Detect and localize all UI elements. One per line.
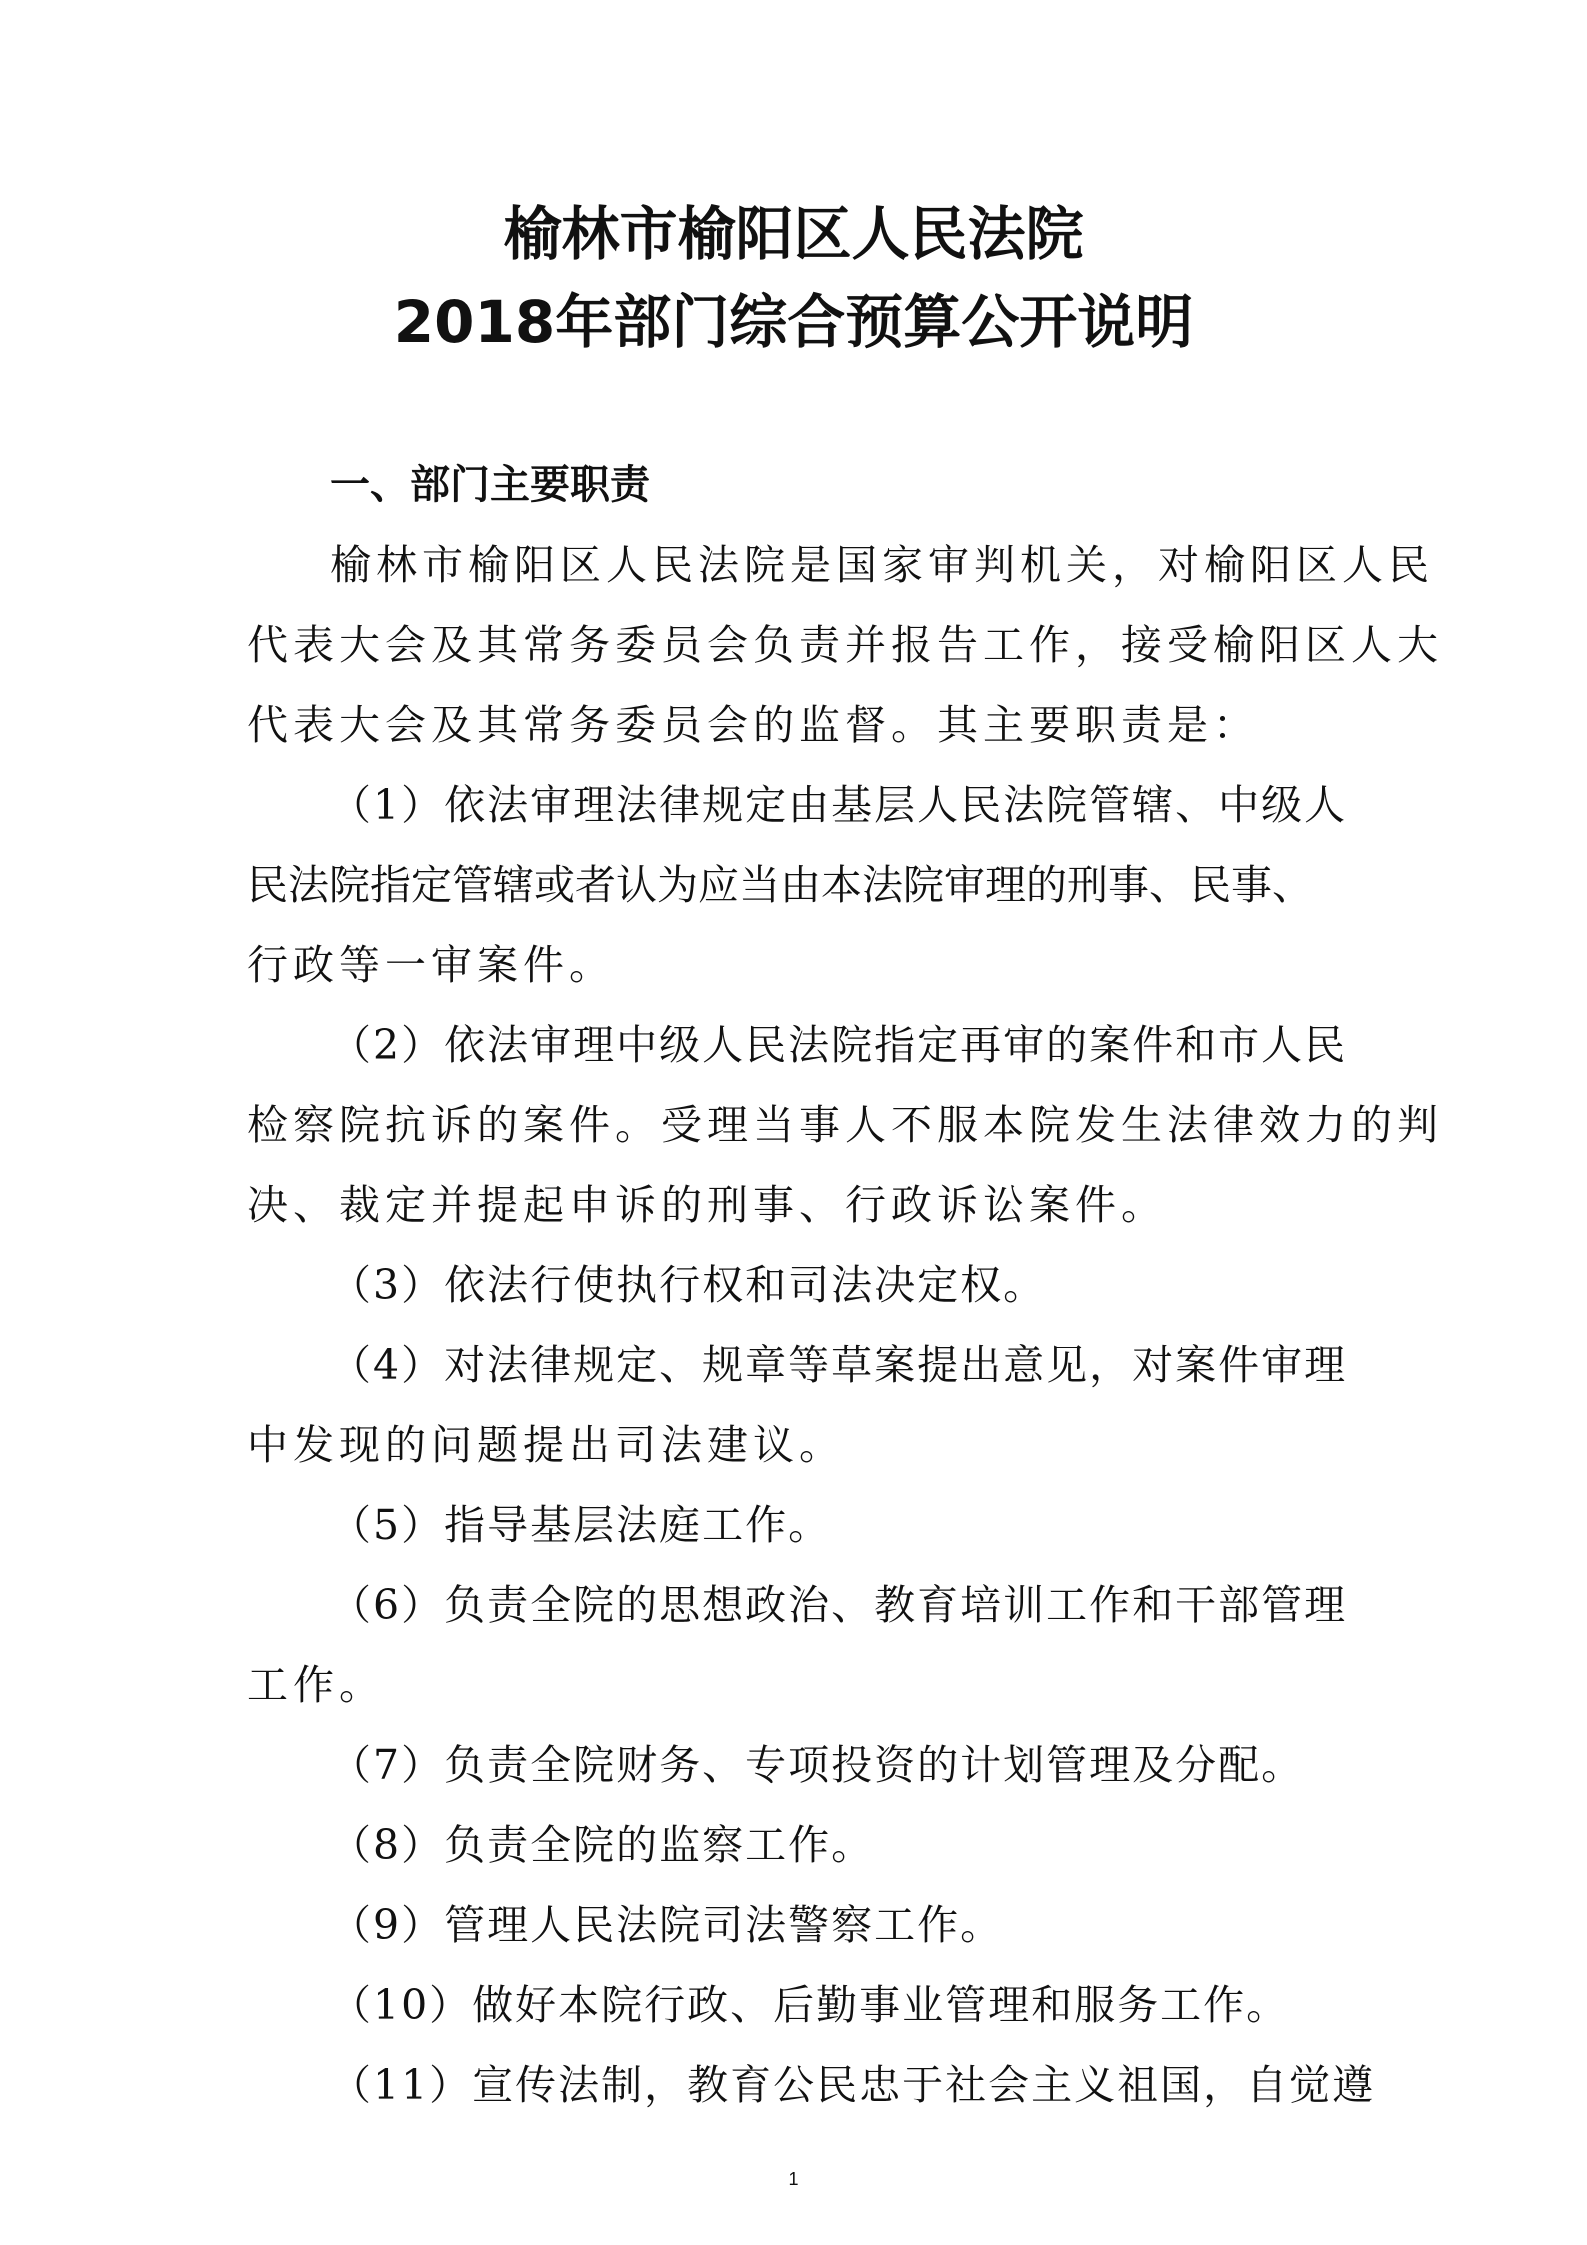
body-line: （2）依法审理中级人民法院指定再审的案件和市人民 (330, 1021, 1348, 1069)
body-line: （10）做好本院行政、后勤事业管理和服务工作。 (330, 1981, 1290, 2029)
body-line: （4）对法律规定、规章等草案提出意见，对案件审理 (330, 1341, 1348, 1389)
body-line: （8）负责全院的监察工作。 (330, 1821, 875, 1869)
body-line: （5）指导基层法庭工作。 (330, 1501, 832, 1549)
document-title-line-2: 2018年部门综合预算公开说明 (393, 288, 1194, 356)
body-line: 代表大会及其常务委员会的监督。其主要职责是： (247, 701, 1259, 749)
body-line: 中发现的问题提出司法建议。 (247, 1421, 845, 1469)
body-line: （7）负责全院财务、专项投资的计划管理及分配。 (330, 1741, 1305, 1789)
body-line: （3）依法行使执行权和司法决定权。 (330, 1261, 1047, 1309)
section-heading: 一、部门主要职责 (330, 462, 650, 508)
body-line: 民法院指定管辖或者认为应当由本法院审理的刑事、民事、 (247, 861, 1313, 909)
body-line: （1）依法审理法律规定由基层人民法院管辖、中级人 (330, 781, 1348, 829)
body-line: 行政等一审案件。 (247, 941, 615, 989)
document-title-line-1: 榆林市榆阳区人民法院 (503, 200, 1084, 268)
page-number: 1 (788, 2169, 799, 2189)
body-line: 工作。 (247, 1661, 385, 1709)
body-line: 代表大会及其常务委员会负责并报告工作，接受榆阳区人大 (247, 621, 1443, 669)
body-line: 决、裁定并提起申诉的刑事、行政诉讼案件。 (247, 1181, 1167, 1229)
body-line: （6）负责全院的思想政治、教育培训工作和干部管理 (330, 1581, 1348, 1629)
body-line: 榆林市榆阳区人民法院是国家审判机关，对榆阳区人民 (330, 541, 1434, 589)
body-line: （9）管理人民法院司法警察工作。 (330, 1901, 1004, 1949)
body-line: 检察院抗诉的案件。受理当事人不服本院发生法律效力的判 (247, 1101, 1443, 1149)
body-line: （11）宣传法制，教育公民忠于社会主义祖国，自觉遵 (330, 2061, 1376, 2109)
